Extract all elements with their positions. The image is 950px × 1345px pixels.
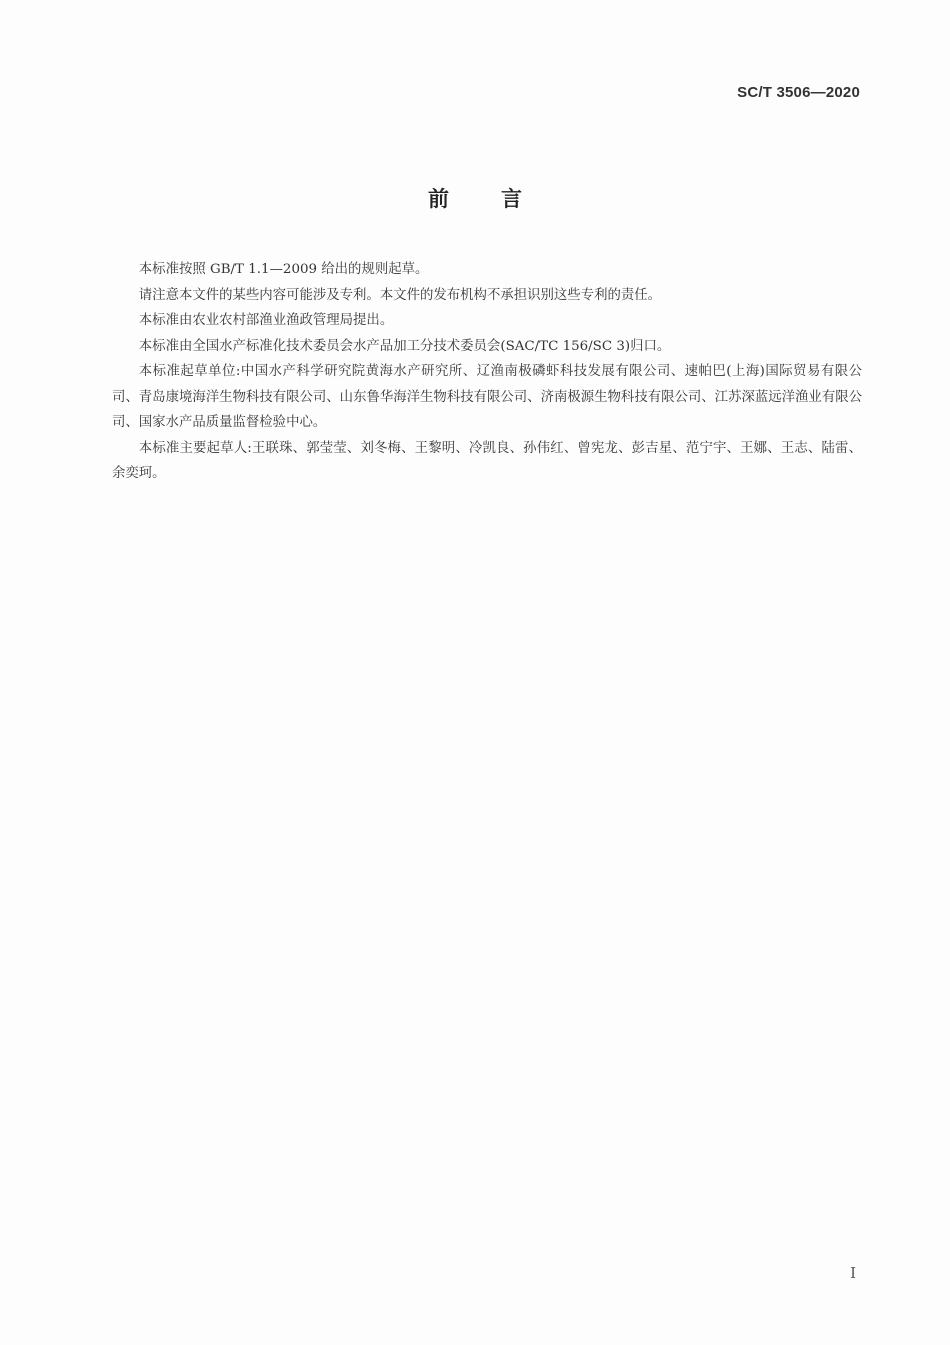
document-code: SC/T 3506—2020 <box>737 84 860 101</box>
page-title: 前言 <box>428 187 574 211</box>
paragraph-drafting-units: 本标准起草单位:中国水产科学研究院黄海水产研究所、辽渔南极磷虾科技发展有限公司、速帕巴(上海)国际贸易有限公司、青岛康境海洋生物科技有限公司、山东鲁华海洋生物科技有限公司、济南极源生物科技有限公司、江苏深蓝远洋渔业有限公司、国家水产品质量监督检验中心。 <box>112 364 862 430</box>
paragraph-drafting-rules: 本标准按照 GB/T 1.1—2009 给出的规则起草。 <box>138 262 429 277</box>
paragraph-main-drafters: 本标准主要起草人:王联珠、郭莹莹、刘冬梅、王黎明、冷凯良、孙伟红、曾宪龙、彭吉星、范宁宇、王娜、王志、陆雷、余奕珂。 <box>112 440 862 481</box>
paragraph-centralized-management: 本标准由全国水产标准化技术委员会水产品加工分技术委员会(SAC/TC 156/SC 3)归口。 <box>138 338 671 354</box>
page-number: I <box>850 1264 856 1282</box>
paragraph-proposer: 本标准由农业农村部渔业渔政管理局提出。 <box>138 313 394 328</box>
foreword-body <box>112 257 862 487</box>
paragraph-patent-notice: 请注意本文件的某些内容可能涉及专利。本文件的发布机构不承担识别这些专利的责任。 <box>138 287 662 303</box>
